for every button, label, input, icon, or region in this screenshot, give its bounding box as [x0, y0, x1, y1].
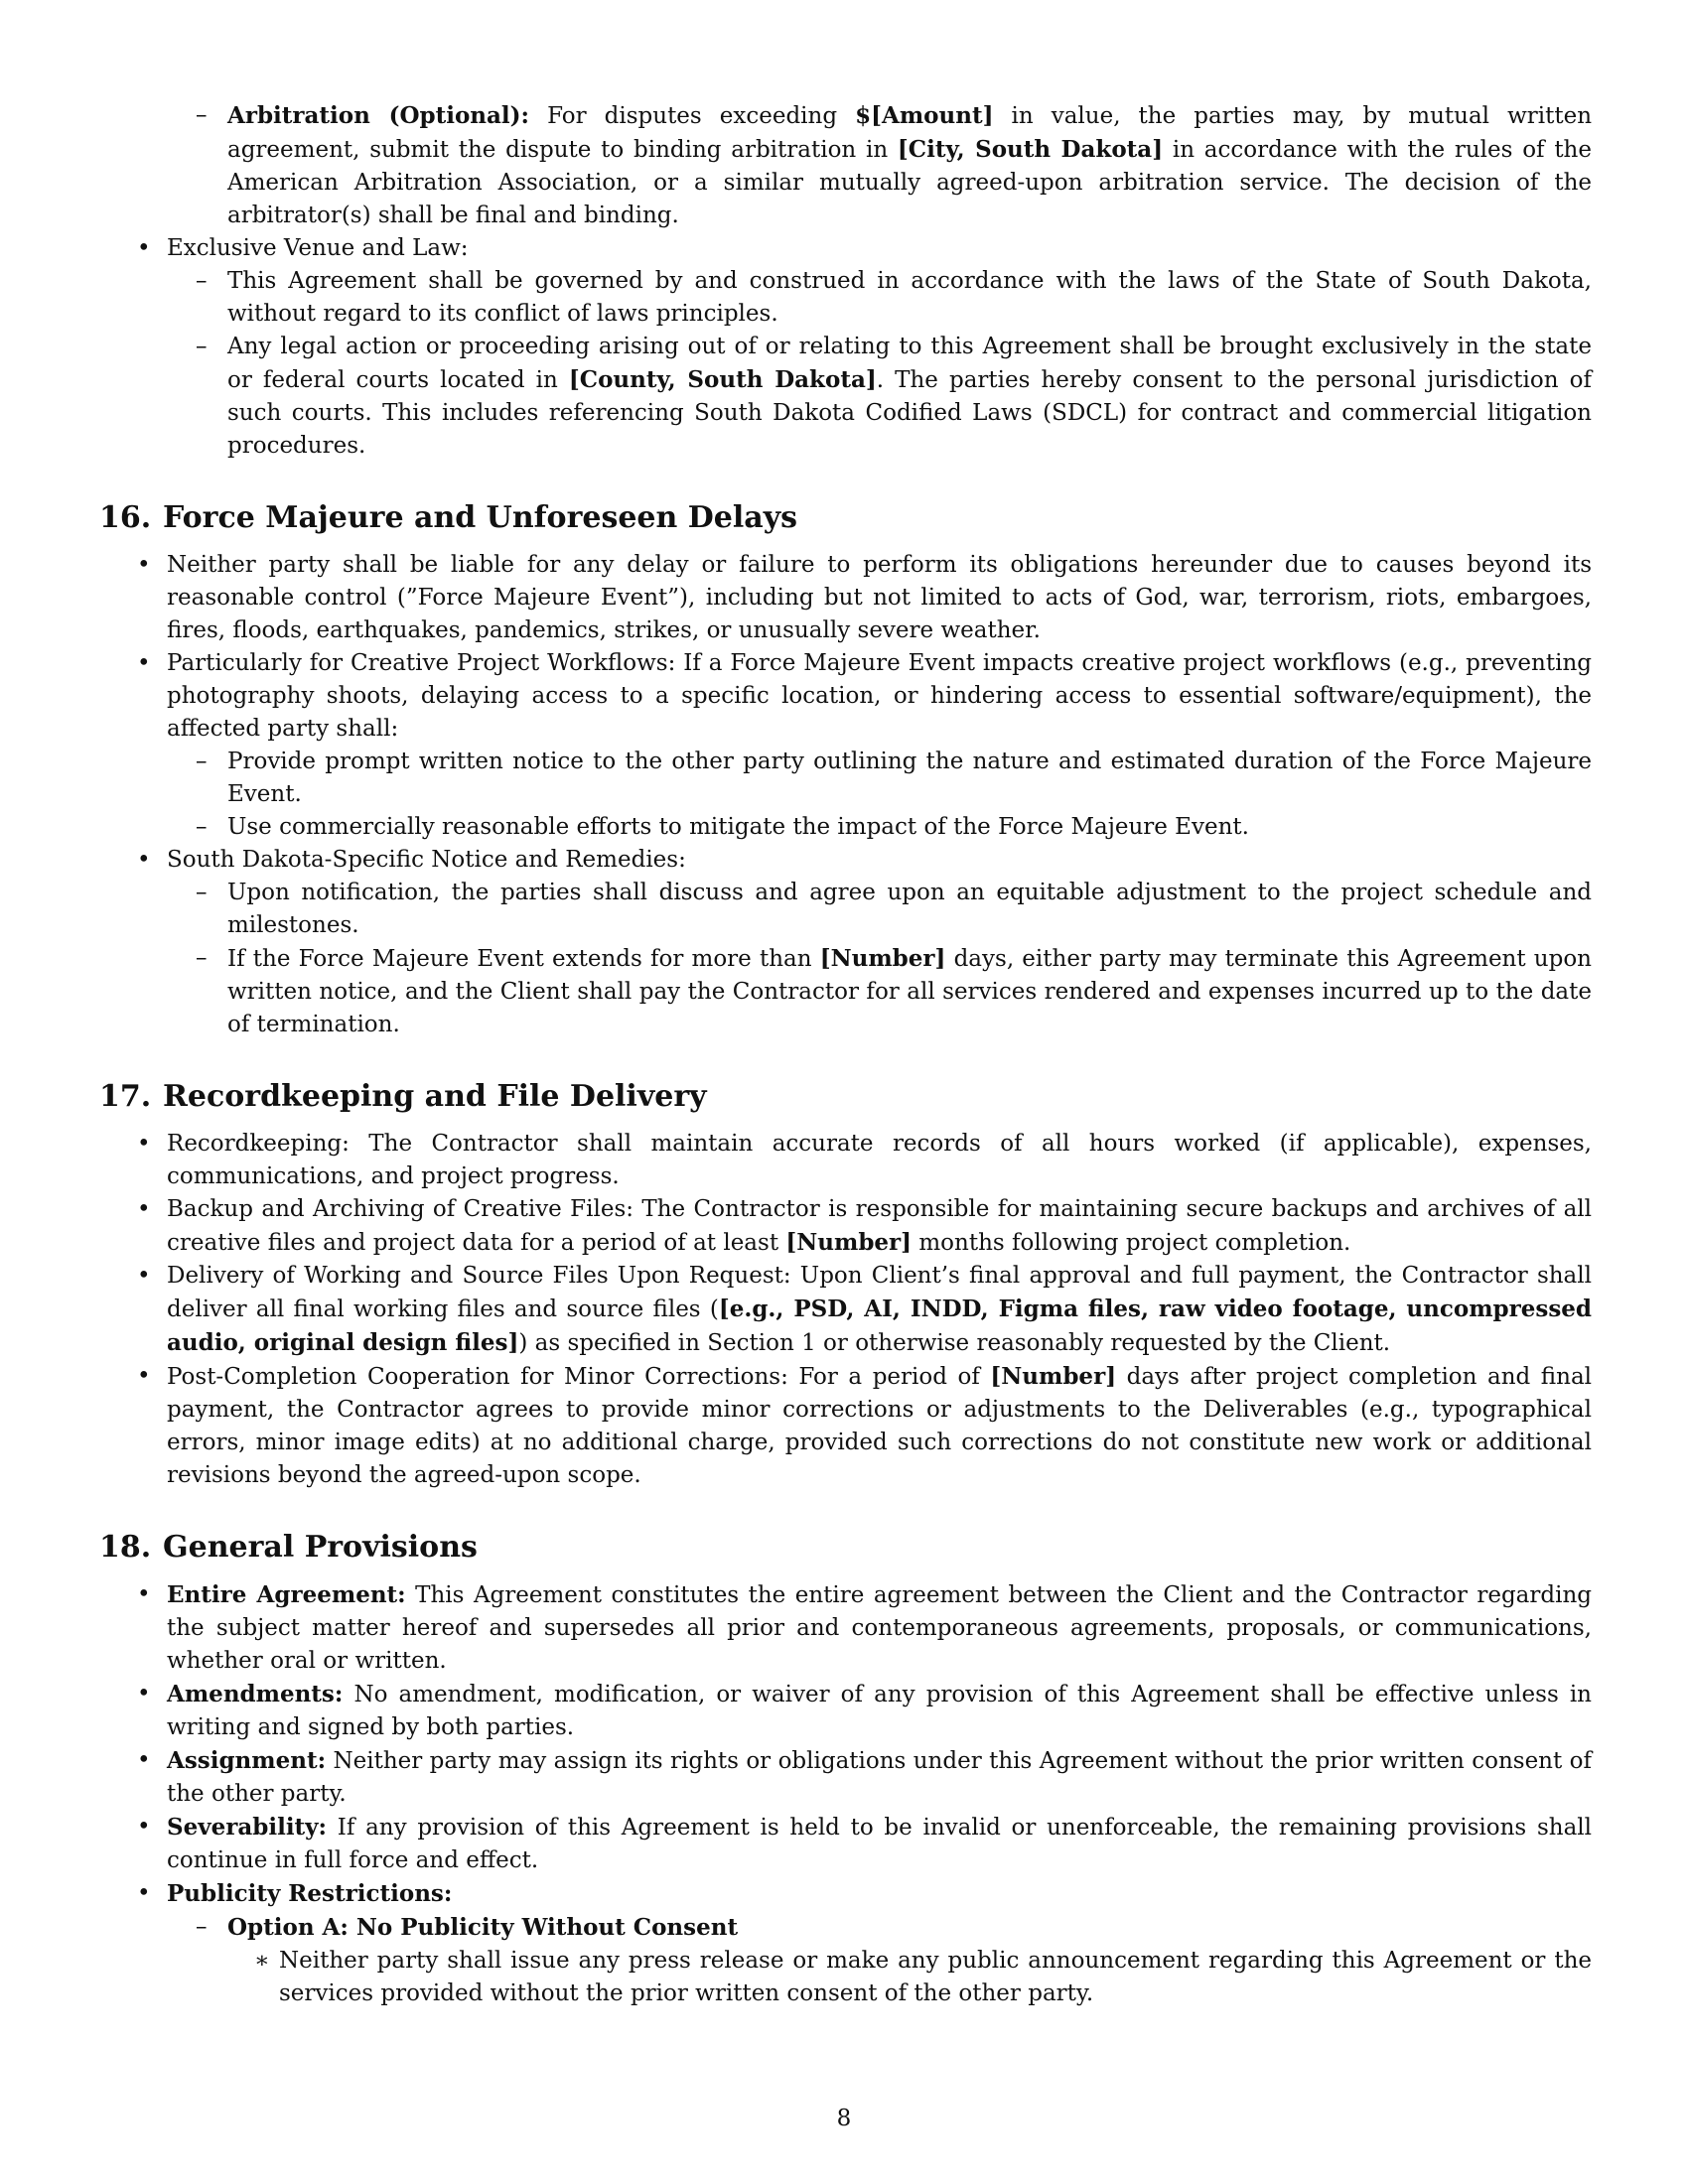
- section-18-number: 18.: [99, 1530, 152, 1565]
- section-16-number: 16.: [99, 500, 152, 535]
- south-dakota-remedies-item: [99, 844, 1592, 1041]
- assignment-text: Neither party may assign its rights or obligations under this Agreement without the prior written consent of the other party.: [167, 1748, 1592, 1807]
- page-number: 8: [836, 2106, 852, 2131]
- assignment-item: [99, 1744, 1592, 1811]
- venue-list: [99, 232, 1592, 463]
- source-files-text-1: Delivery of Working and Source Files Upon Request: Upon Client’s final approval and full payment, the Contractor shall deliver all final working files and source files (: [167, 1263, 1592, 1322]
- termination-item: [167, 942, 1592, 1041]
- severability-item: [99, 1811, 1592, 1877]
- section-16-list: [99, 549, 1592, 1041]
- backup-archiving-item: [99, 1193, 1592, 1260]
- section-17-heading: [99, 1079, 1592, 1115]
- force-majeure-definition: • Neither party shall be liable for any delay or failure to perform its obligations hereunder due to causes beyond its reasonable control (”Force Majeure Event”), including but not limited to acts of God, war, terrorism, riots, embargoes, fires, floods, earthquakes, pandemics, strikes, or unusually severe weather.: [99, 549, 1592, 647]
- section-18-heading: [99, 1530, 1592, 1566]
- termination-text-1: If the Force Majeure Event extends for more than: [227, 946, 820, 972]
- creative-workflows-text: Particularly for Creative Project Workflows: If a Force Majeure Event impacts creative project workflows (e.g., preventing photography shoots, delaying access to a specific location, or hindering access to essential software/equipment), the affected party shall:: [167, 650, 1592, 742]
- amendments-label: Amendments:: [167, 1681, 344, 1707]
- venue-item: [99, 232, 1592, 463]
- arbitration-amount-placeholder: $[Amount]: [855, 102, 994, 129]
- backup-text-2: months following project completion.: [912, 1230, 1351, 1256]
- source-files-item: [99, 1260, 1592, 1360]
- section-18-list: [99, 1578, 1592, 2010]
- arbitration-label: Arbitration (Optional):: [227, 102, 530, 129]
- venue-county-placeholder: [County, South Dakota]: [568, 366, 877, 393]
- remedies-sublist: [167, 877, 1592, 1041]
- section-17-number: 17.: [99, 1079, 152, 1114]
- creative-workflows-item: [99, 647, 1592, 844]
- arbitration-item: [167, 99, 1592, 232]
- entire-agreement-label: Entire Agreement:: [167, 1581, 406, 1608]
- source-files-formats: [e.g., PSD, AI, INDD, Figma files, raw video footage, uncompressed audio, original design files]: [167, 1296, 1592, 1356]
- option-a-text: ∗ Neither party shall issue any press release or make any public announcement regarding this Agreement or the services provided without the prior written consent of the other party.: [227, 1945, 1592, 2010]
- recordkeeping-item: • Recordkeeping: The Contractor shall maintain accurate records of all hours worked (if applicable), expenses, communications, and project progress.: [99, 1128, 1592, 1193]
- corrections-text-1: Post-Completion Cooperation for Minor Corrections: For a period of: [167, 1364, 991, 1390]
- severability-label: Severability:: [167, 1814, 328, 1841]
- document-page: [99, 99, 1592, 2010]
- corrections-days-placeholder: [Number]: [990, 1363, 1117, 1390]
- mitigate-item: – Use commercially reasonable efforts to mitigate the impact of the Force Majeure Event.: [167, 811, 1592, 844]
- venue-sublist: [167, 265, 1592, 463]
- source-files-text-2: ) as specified in Section 1 or otherwise reasonably requested by the Client.: [518, 1330, 1391, 1356]
- entire-agreement-item: [99, 1578, 1592, 1678]
- minor-corrections-item: [99, 1360, 1592, 1492]
- section-17-list: [99, 1128, 1592, 1492]
- venue-jurisdiction-text-1: Any legal action or proceeding arising out of or relating to this Agreement shall be brought exclusively in the state or federal courts located in: [227, 334, 1592, 393]
- section-16-heading: [99, 500, 1592, 536]
- section-17-title: Recordkeeping and File Delivery: [163, 1079, 707, 1114]
- severability-text: If any provision of this Agreement is held to be invalid or unenforceable, the remaining provisions shall continue in full force and effect.: [167, 1815, 1592, 1873]
- amendments-item: [99, 1678, 1592, 1744]
- assignment-label: Assignment:: [167, 1747, 327, 1774]
- publicity-label: Publicity Restrictions:: [167, 1880, 453, 1907]
- termination-days-placeholder: [Number]: [819, 945, 946, 972]
- creative-workflows-sublist: [167, 746, 1592, 844]
- venue-jurisdiction: [167, 331, 1592, 463]
- section-16-title: Force Majeure and Unforeseen Delays: [163, 500, 798, 535]
- publicity-options: [167, 1911, 1592, 2010]
- south-dakota-remedies-text: South Dakota-Specific Notice and Remedies:: [167, 847, 686, 873]
- option-a-label: Option A: No Publicity Without Consent: [227, 1914, 739, 1941]
- arbitration-city-placeholder: [City, South Dakota]: [897, 136, 1164, 163]
- section-18-title: General Provisions: [163, 1530, 478, 1565]
- backup-text-1: Backup and Archiving of Creative Files: The Contractor is responsible for maintaining secure backups and archives of all creative files and project data for a period of at least: [167, 1196, 1592, 1256]
- corrections-text-2: days after project completion and final payment, the Contractor agrees to provide minor corrections or adjustments to the Deliverables (e.g., typographical errors, minor image edits) at no additional charge, provided such corrections do not constitute new work or additional revisions beyond the agreed-upon scope.: [167, 1364, 1593, 1488]
- option-a-item: [167, 1911, 1592, 2010]
- publicity-item: [99, 1877, 1592, 2010]
- venue-label: Exclusive Venue and Law:: [167, 235, 469, 261]
- arbitration-text-1: For disputes exceeding: [529, 103, 856, 129]
- arbitration-text-2: in value, the parties may, by mutual written agreement, submit the dispute to binding arbitration in: [227, 103, 1593, 163]
- entire-agreement-text: This Agreement constitutes the entire agreement between the Client and the Contractor regarding the subject matter hereof and supersedes all prior and contemporaneous agreements, proposals, or communications, whether oral or written.: [167, 1582, 1592, 1674]
- option-a-sublist: [227, 1945, 1592, 2010]
- venue-jurisdiction-text-2: . The parties hereby consent to the personal jurisdiction of such courts. This includes referencing South Dakota Codified Laws (SDCL) for contract and commercial litigation procedures.: [227, 367, 1593, 459]
- schedule-adjustment-item: – Upon notification, the parties shall discuss and agree upon an equitable adjustment to the project schedule and milestones.: [167, 877, 1592, 942]
- arbitration-text-3: in accordance with the rules of the American Arbitration Association, or a similar mutually agreed-upon arbitration service. The decision of the arbitrator(s) shall be final and binding.: [227, 137, 1592, 228]
- notice-item: – Provide prompt written notice to the other party outlining the nature and estimated duration of the Force Majeure Event.: [167, 746, 1592, 811]
- arbitration-list: [99, 99, 1592, 232]
- termination-text-2: days, either party may terminate this Agreement upon written notice, and the Client shall pay the Contractor for all services rendered and expenses incurred up to the date of termination.: [227, 946, 1592, 1037]
- amendments-text: No amendment, modification, or waiver of any provision of this Agreement shall be effective unless in writing and signed by both parties.: [167, 1682, 1592, 1740]
- backup-months-placeholder: [Number]: [785, 1229, 913, 1256]
- venue-governing-law: – This Agreement shall be governed by and construed in accordance with the laws of the State of South Dakota, without regard to its conflict of laws principles.: [167, 265, 1592, 331]
